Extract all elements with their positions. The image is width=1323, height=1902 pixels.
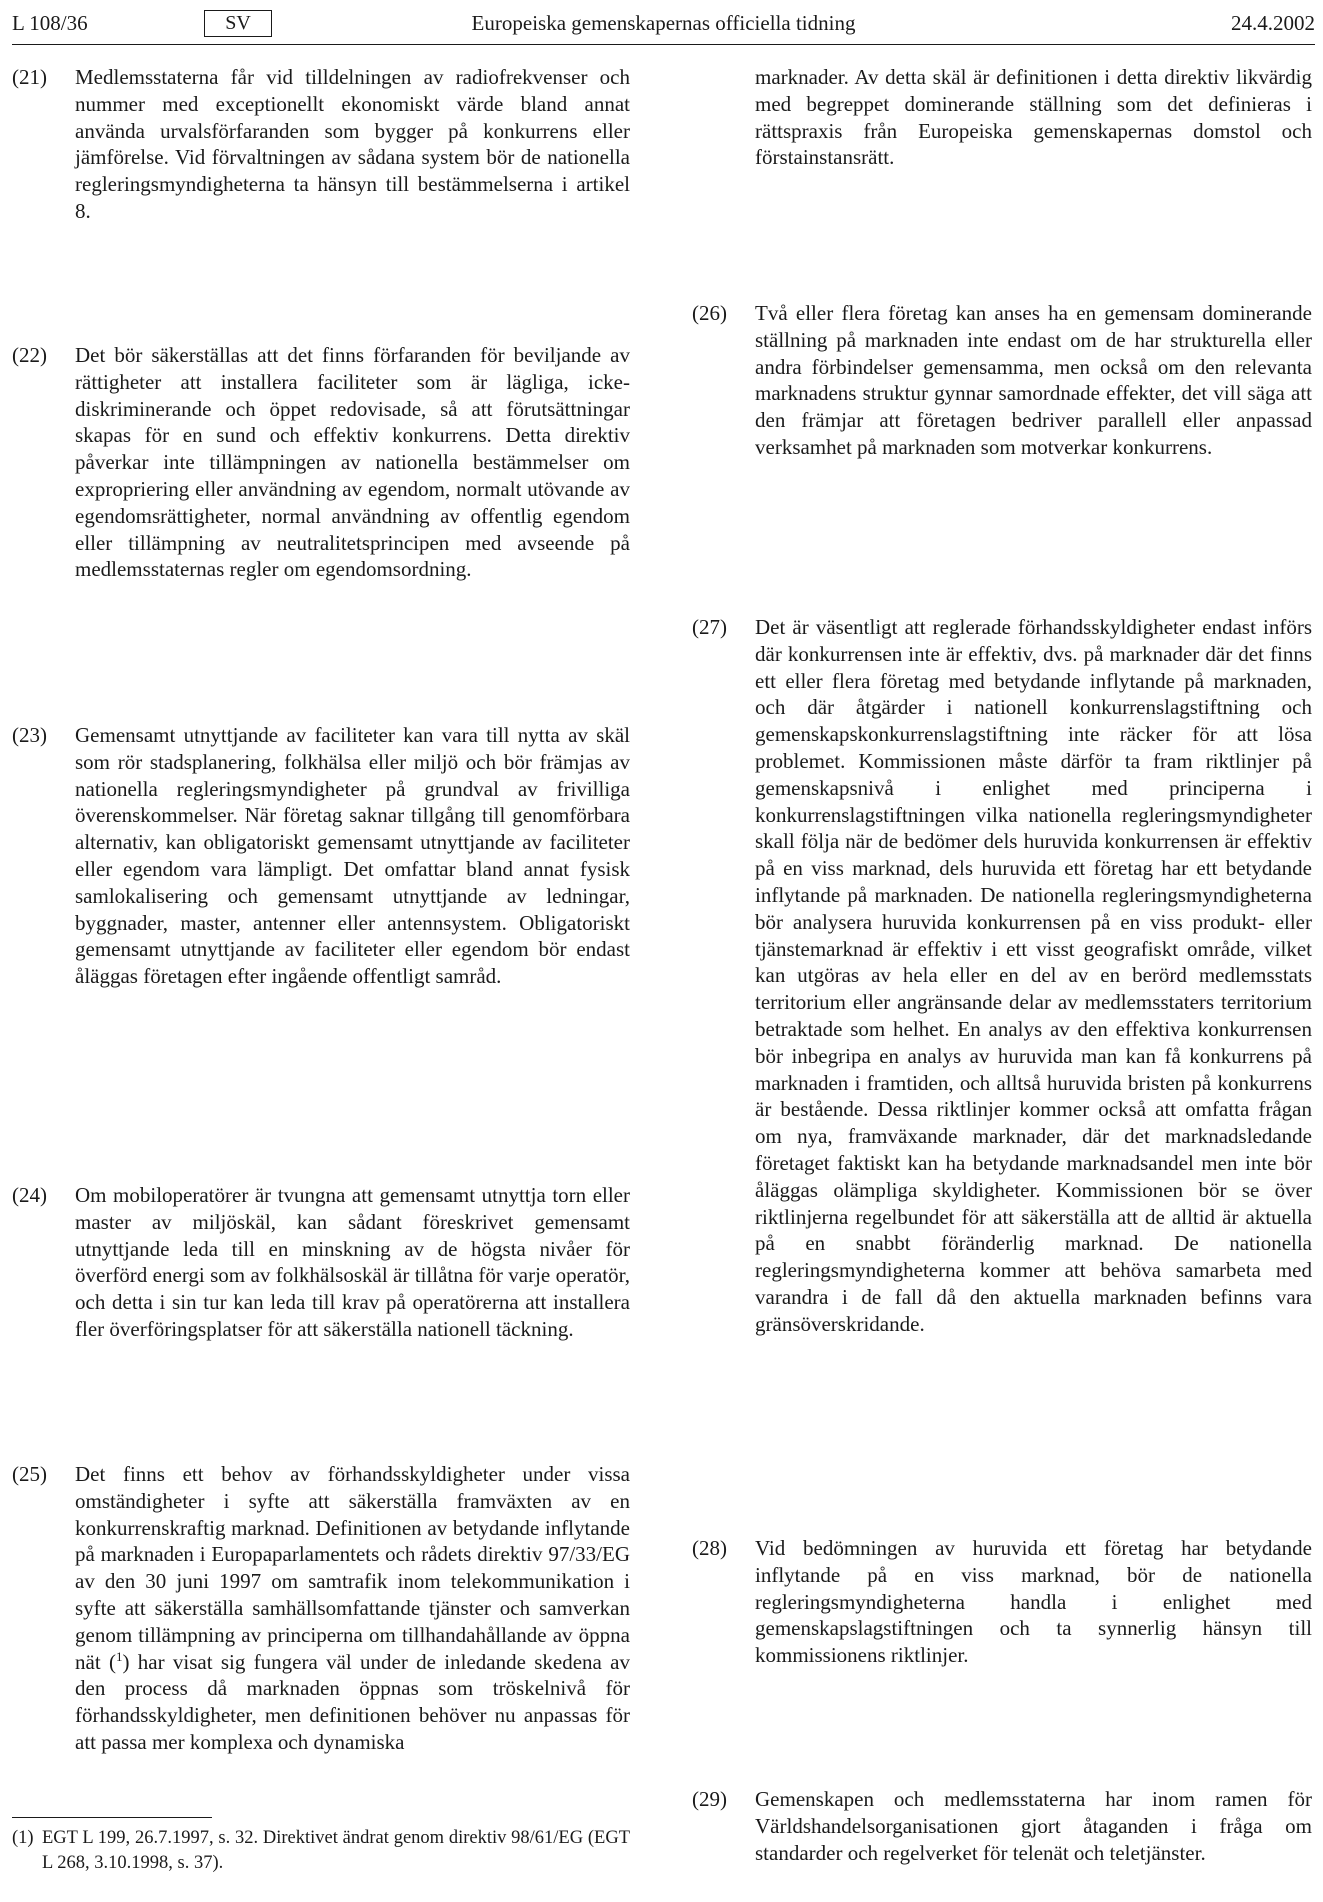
recital-25 [12, 1461, 630, 1756]
recital-23 [12, 722, 630, 990]
recital-text: Det bör säkerställas att det finns förfaranden för beviljande av rättigheter att installera faciliteter som är lägliga, icke-diskriminerande och öppet redovisade, så att förutsättningar skapas för en sund och effektiv konkurrens. Detta direktiv påverkar inte tillämpningen av nationella bestämmelser om expropriering eller användning av egendom, normalt utövande av egendomsrättigheter, normal användning av offentlig egendom eller tillämpning av neutralitetsprincipen med avseende på medlemsstaternas regler om egendomsordning. [75, 343, 630, 582]
footnote [12, 1826, 630, 1876]
recital-text: marknader. Av detta skäl är definitionen i detta direktiv likvärdig med begreppet dominerande ställning som det definieras i rättspraxis från Europeiska gemenskapernas domstol och förstainstansrätt. [755, 65, 1312, 170]
page-reference: L 108/36 [12, 11, 88, 35]
header-divider [12, 44, 1315, 45]
recital-number: (21) [12, 65, 47, 89]
recital-28 [692, 1535, 1312, 1669]
recital-text: Två eller flera företag kan anses ha en gemensam dominerande ställning på marknaden inte endast om de har strukturella eller andra förbindelser gemensamma, men också om den relevanta marknadens struktur gynnar samordnade effekter, det vill säga att den främjar att företagen bedriver parallell eller anpassad verksamhet på marknaden som motverkar konkurrens. [755, 301, 1312, 459]
recital-text-part: Det finns ett behov av förhandsskyldigheter under vissa omständigheter i syfte att säkerställa framväxten av en konkurrenskraftig marknad. Definitionen av betydande inflytande på marknaden i Europaparlamentets och rådets direktiv 97/33/EG av den 30 juni 1997 om samtrafik inom telekommunikation i syfte att säkerställa samhällsomfattande tjänster och samverkan genom tillämpning av principerna om tillhandahållande av öppna nät ( [75, 1462, 630, 1674]
recital-25-continued [692, 64, 1312, 171]
recital-text [75, 1461, 630, 1756]
recital-number: (28) [692, 1536, 727, 1560]
recital-number: (24) [12, 1183, 47, 1207]
recital-27 [692, 614, 1312, 1338]
recital-number: (29) [692, 1787, 727, 1811]
recital-number: (26) [692, 301, 727, 325]
footnote-text: EGT L 199, 26.7.1997, s. 32. Direktivet ändrat genom direktiv 98/61/EG (EGT L 268, 3.10.1998, s. 37). [42, 1828, 630, 1873]
recital-26 [692, 300, 1312, 461]
footnote-divider [12, 1817, 212, 1818]
recital-number: (27) [692, 615, 727, 639]
recital-text: Gemenskapen och medlemsstaterna har inom ramen för Världshandelsorganisationen gjort åtaganden i fråga om standarder och regelverket för telenät och teletjänster. [755, 1787, 1312, 1865]
recital-number: (25) [12, 1462, 47, 1486]
recital-22 [12, 342, 630, 583]
footnote-marker: (1) [12, 1828, 34, 1848]
page-header [12, 6, 1315, 42]
journal-title: Europeiska gemenskapernas officiella tidning [471, 11, 856, 35]
publication-date: 24.4.2002 [1231, 11, 1315, 35]
recital-text: Medlemsstaterna får vid tilldelningen av radiofrekvenser och nummer med exceptionellt ekonomiskt värde bland annat använda urvalsförfaranden som bygger på konkurrens eller jämförelse. Vid förvaltningen av sådana system bör de nationella regleringsmyndigheterna ta hänsyn till bestämmelserna i artikel 8. [75, 65, 630, 223]
language-box: SV [204, 10, 272, 37]
recital-text: Vid bedömningen av huruvida ett företag har betydande inflytande på en viss marknad, bör de nationella regleringsmyndigheterna handla i enlighet med gemenskapslagstiftningen och ta synnerlig hänsyn till kommissionens riktlinjer. [755, 1536, 1312, 1668]
recital-text: Gemensamt utnyttjande av faciliteter kan vara till nytta av skäl som rör stadsplanering, folkhälsa eller miljö och bör främjas av nationella regleringsmyndigheter på grundval av frivilliga överenskommelser. När företag saknar tillgång till genomförbara alternativ, kan obligatoriskt gemensamt utnyttjande av faciliteter eller egendom vara lämpligt. Det omfattar bland annat fysisk samlokalisering och gemensamt utnyttjande av ledningar, byggnader, master, antenner eller antennsystem. Obligatoriskt gemensamt utnyttjande av faciliteter eller egendom bör endast åläggas företagen efter ingående offentligt samråd. [75, 723, 630, 989]
recital-text-part: ) har visat sig fungera väl under de inledande skedena av den process då marknaden öppnas som tröskelnivå för förhandsskyldigheter, men definitionen behöver nu anpassas för att passa mer komplexa och dynamiska [75, 1649, 631, 1754]
recital-text: Det är väsentligt att reglerade förhandsskyldigheter endast införs där konkurrensen inte är effektiv, dvs. på marknader där det finns ett eller flera företag med betydande inflytande på marknaden, och där åtgärder i nationell konkurrenslagstiftning och gemenskapskonkurrenslagstiftning inte räcker för att lösa problemet. Kommissionen måste därför ta fram riktlinjer på gemenskapsnivå i enlighet med principerna i konkurrenslagstiftningen vilka nationella regleringsmyndigheter skall följa när de bedömer dels huruvida konkurrensen är effektiv på en viss marknad, dels huruvida ett företag har ett betydande inflytande på marknaden. De nationella regleringsmyndigheterna bör analysera huruvida konkurrensen på en viss produkt- eller tjänstemarknad är effektiv i ett visst geografiskt område, vilket kan utgöras av hela eller en del av en berörd medlemsstats territorium eller angränsande delar av medlemsstaters territorium betraktade som helhet. En analys av den effektiva konkurrensen bör inbegripa en analys av huruvida man kan få konkurrens på marknaden i framtiden, och alltså huruvida bristen på konkurrens är bestående. Dessa riktlinjer kommer också att omfatta frågan om nya, framväxande marknader, där det marknadsledande företaget faktiskt kan ha betydande marknadsandel men inte bör åläggas olämpliga skyldigheter. Kommissionen bör se över riktlinjerna regelbundet för att säkerställa att de alltid är aktuella på en snabbt föränderlig marknad. De nationella regleringsmyndigheterna kommer att behöva samarbeta med varandra i de fall då den aktuella marknaden befinns vara gränsöverskridande. [755, 615, 1312, 1336]
recital-21 [12, 64, 630, 225]
recital-number: (22) [12, 343, 47, 367]
footnote-reference[interactable]: 1 [115, 1648, 123, 1664]
recital-29 [692, 1786, 1312, 1866]
recital-text: Om mobiloperatörer är tvungna att gemensamt utnyttja torn eller master av miljöskäl, kan sådant föreskrivet gemensamt utnyttjande leda till en minskning av de högsta nivåer för överförd energi som av folkhälsoskäl är tillåtna för varje operatör, och detta i sin tur kan leda till krav på operatörerna att installera fler överföringsplatser för att säkerställa nationell täckning. [75, 1183, 630, 1341]
recital-24 [12, 1182, 630, 1343]
recital-number: (23) [12, 723, 47, 747]
